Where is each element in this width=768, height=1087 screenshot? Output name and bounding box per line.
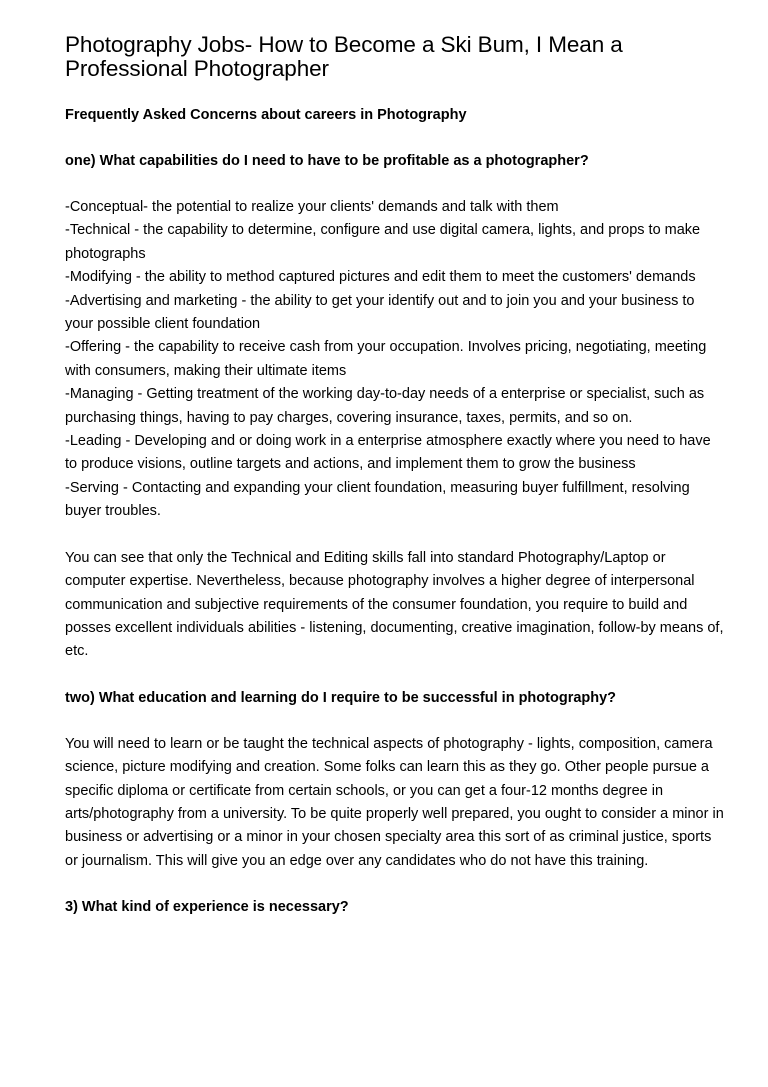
skill-item-managing: -Managing - Getting treatment of the working day-to-day needs of a enterprise or specialist, such as purchasing things, having to pay charges, covering insurance, taxes, permits, and so on. (65, 386, 705, 426)
skill-item-modifying: -Modifying - the ability to method captured pictures and edit them to meet the customers' demands (65, 269, 696, 286)
document-page (65, 33, 725, 919)
skill-item-conceptual: -Conceptual- the potential to realize your clients' demands and talk with them (65, 199, 559, 215)
skill-item-offering: -Offering - the capability to receive cash from your occupation. Involves pricing, negotiating, meeting with consumers, making their ultimate items (65, 339, 707, 379)
document-title (65, 33, 725, 81)
title-line-1: Photography Jobs- How to Become a Ski Bum, I Mean a (65, 32, 623, 57)
section-subtitle: Frequently Asked Concerns about careers in Photography (65, 107, 467, 123)
paragraph-education: You will need to learn or be taught the technical aspects of photography - lights, composition, camera science, picture modifying and creation. Some folks can learn this as they go. Other people pursue a specific diploma or certificate from certain schools, or you can get a four-12 months degree in arts/photography from a university. To be quite properly well prepared, you ought to consider a minor in business or advertising or a minor in your chosen specialty area this sort of as criminal justice, sports or journalism. This will give you an edge over any candidates who do not have this training. (65, 735, 724, 869)
skills-list (65, 196, 725, 524)
paragraph-skills-summary: You can see that only the Technical and Editing skills fall into standard Photography/Laptop or computer expertise. Nevertheless, because photography involves a higher degree of interpersonal communication and subjective requirements of the consumer foundation, you require to build and posses excellent individuals abilities - listening, documenting, creative imagination, follow-by means of, etc. (65, 549, 724, 660)
skill-item-serving: -Serving - Contacting and expanding your client foundation, measuring buyer fulfillment, resolving buyer troubles. (65, 479, 690, 520)
skill-item-technical: -Technical - the capability to determine, configure and use digital camera, lights, and props to make photographs (65, 222, 701, 262)
question-2-heading: two) What education and learning do I require to be successful in photography? (65, 689, 617, 706)
question-1-heading: one) What capabilities do I need to have to be profitable as a photographer? (65, 153, 589, 169)
skill-item-leading: -Leading - Developing and or doing work in a enterprise atmosphere exactly where you need to have to produce visions, outline targets and actions, and implement them to grow the business (65, 433, 711, 473)
question-3-heading: 3) What kind of experience is necessary? (65, 899, 349, 916)
skill-item-advertising: -Advertising and marketing - the ability to get your identify out and to join you and your business to your possible client foundation (65, 292, 695, 333)
title-line-2: Professional Photographer (65, 56, 329, 81)
